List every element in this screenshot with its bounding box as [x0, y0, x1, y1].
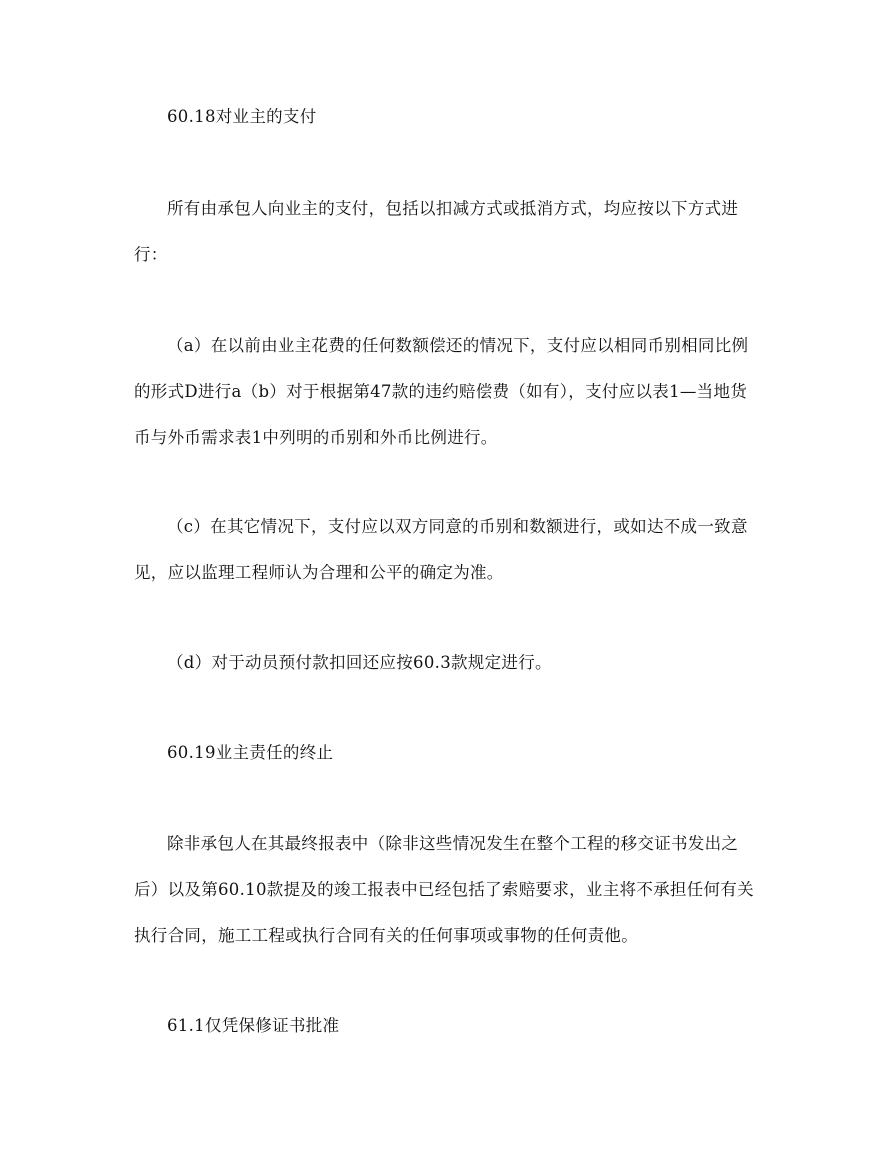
paragraph-line: （a）在以前由业主花费的任何数额偿还的情况下，支付应以相同币别相同比例: [167, 336, 749, 355]
paragraph-line: （d）对于动员预付款扣回还应按60.3款规定进行。: [167, 653, 552, 672]
section-heading-60-19: 60.19业主责任的终止: [167, 743, 334, 762]
paragraph-line: 的形式D进行a（b）对于根据第47款的违约赔偿费（如有），支付应以表1—当地货: [134, 382, 748, 401]
paragraph-line: 见，应以监理工程师认为合理和公平的确定为准。: [134, 563, 504, 582]
paragraph-line: （c）在其它情况下，支付应以双方同意的币别和数额进行，或如达不成一致意: [167, 517, 748, 536]
paragraph-line: 执行合同，施工工程或执行合同有关的任何事项或事物的任何责他。: [134, 926, 638, 945]
section-heading-61-1: 61.1仅凭保修证书批准: [167, 1016, 340, 1035]
paragraph-line: 后）以及第60.10款提及的竣工报表中已经包括了索赔要求，业主将不承担任何有关: [134, 880, 754, 899]
paragraph-line: 行：: [134, 245, 168, 264]
paragraph-line: 除非承包人在其最终报表中（除非这些情况发生在整个工程的移交证书发出之: [167, 834, 739, 853]
paragraph-line: 所有由承包人向业主的支付，包括以扣减方式或抵消方式，均应按以下方式进: [167, 199, 739, 218]
section-heading-60-18: 60.18对业主的支付: [167, 107, 317, 126]
paragraph-line: 币与外币需求表1中列明的币别和外币比例进行。: [134, 428, 498, 447]
